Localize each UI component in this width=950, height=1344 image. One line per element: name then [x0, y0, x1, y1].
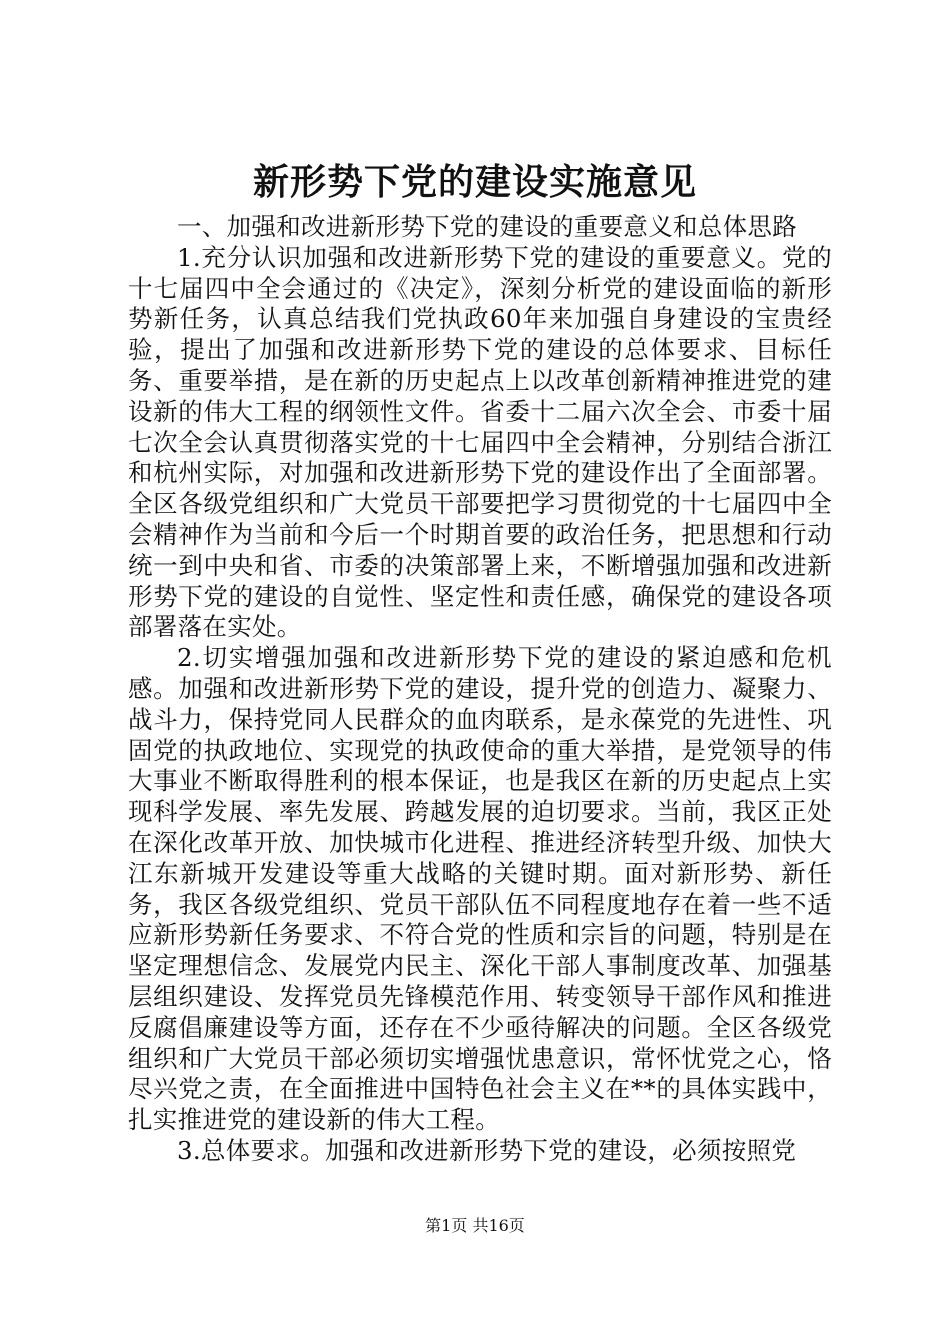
paragraph-2: 2.切实增强加强和改进新形势下党的建设的紧迫感和危机感。加强和改进新形势下党的建设，提升党的创造力、凝聚力、战斗力，保持党同人民群众的血肉联系，是永葆党的先进性、巩固党的执政地位、实现党的执政使命的重大举措，是党领导的伟大事业不断取得胜利的根本保证，也是我区在新的历史起点上实现科学发展、率先发展、跨越发展的迫切要求。当前，我区正处在深化改革开放、加快城市化进程、推进经济转型升级、加快大江东新城开发建设等重大战略的关键时期。面对新形势、新任务，我区各级党组织、党员干部队伍不同程度地存在着一些不适应新形势新任务要求、不符合党的性质和宗旨的问题，特别是在坚定理想信念、发展党内民主、深化干部人事制度改革、加强基层组织建设、发挥党员先锋模范作用、转变领导干部作风和推进反腐倡廉建设等方面，还存在不少亟待解决的问题。全区各级党组织和广大党员干部必须切实增强忧患意识，常怀忧党之心，恪尽兴党之责，在全面推进中国特色社会主义在**的具体实践中，扎实推进党的建设新的伟大工程。 [128, 643, 832, 1135]
paragraph-3: 3.总体要求。加强和改进新形势下党的建设，必须按照党 [177, 1135, 797, 1165]
document-body [128, 212, 832, 1167]
document-title: 新形势下党的建设实施意见 [252, 161, 697, 203]
paragraph-1: 1.充分认识加强和改进新形势下党的建设的重要意义。党的十七届四中全会通过的《决定》，深刻分析党的建设面临的新形势新任务，认真总结我们党执政60年来加强自身建设的宝贵经验，提出了加强和改进新形势下党的建设的总体要求、目标任务、重要举措，是在新的历史起点上以改革创新精神推进党的建设新的伟大工程的纲领性文件。省委十二届六次全会、市委十届七次全会认真贯彻落实党的十七届四中全会精神，分别结合浙江和杭州实际，对加强和改进新形势下党的建设作出了全面部署。全区各级党组织和广大党员干部要把学习贯彻党的十七届四中全会精神作为当前和今后一个时期首要的政治任务，把思想和行动统一到中央和省、市委的决策部署上来，不断增强加强和改进新形势下党的建设的自觉性、坚定性和责任感，确保党的建设各项部署落在实处。 [128, 242, 832, 642]
section-heading: 一、加强和改进新形势下党的建设的重要意义和总体思路 [177, 212, 797, 241]
page-footer: 第1页 共16页 [425, 1216, 525, 1235]
